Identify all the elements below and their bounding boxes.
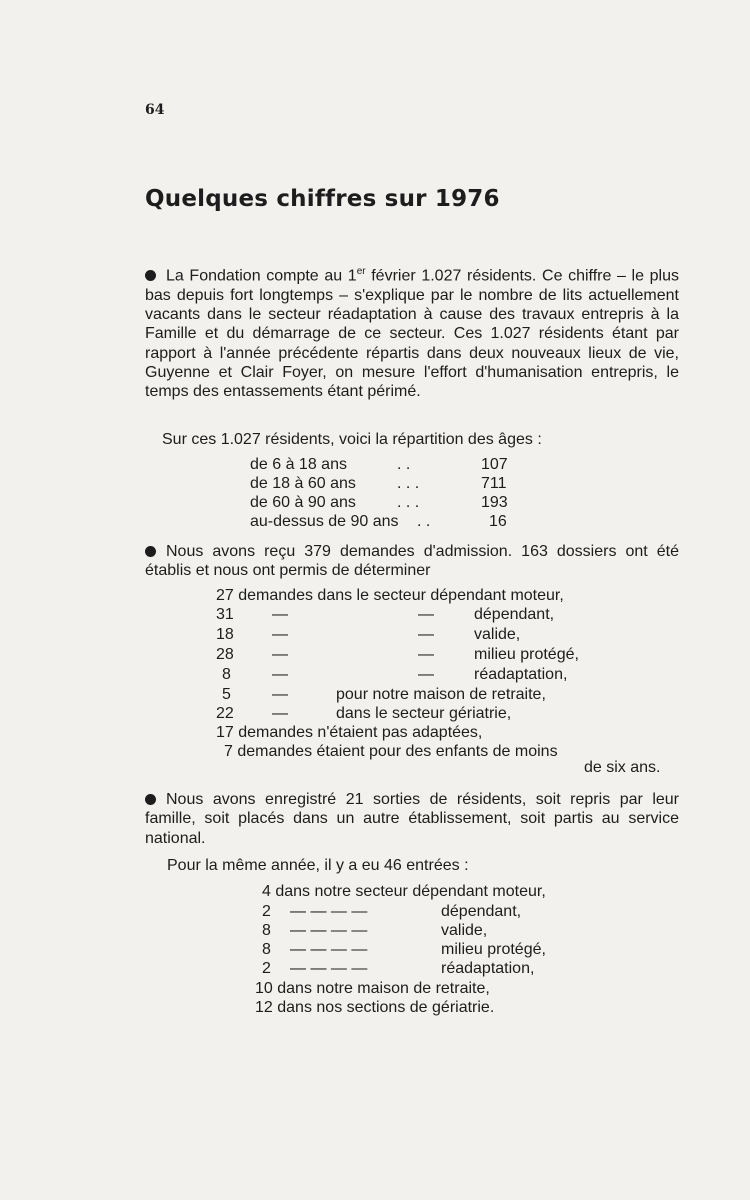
age-row-dots: . . <box>397 456 411 473</box>
demande-num: 31 <box>216 606 234 623</box>
paragraph-fondation: La Fondation compte au 1er février 1.027 résidents. Ce chiffre – le plus bas depuis fort longtemps – s'explique par le nombre de lits actuellement vacants dans le secteur réadaptation à cause des travaux entrepris à la Famille et du démarrage de ce secteur. Ces 1.027 résidents étant par rapport à l'année précédente répartis dans deux nouveaux lieux de vie, Guyenne et Clair Foyer, on mesure l'effort d'humanisation entrepris, le temps des entassements étant périmé. <box>145 266 680 401</box>
demande-dash: — <box>418 606 434 623</box>
entree-text: milieu protégé, <box>441 941 546 958</box>
demande-text: réadaptation, <box>474 666 568 683</box>
entree-dashes: — — — — <box>290 903 368 920</box>
demande-num: 18 <box>216 626 234 643</box>
page-number: 64 <box>145 102 165 118</box>
demande-num: 8 <box>222 666 231 683</box>
demande-text: pour notre maison de retraite, <box>336 686 546 703</box>
demande-num: 28 <box>216 646 234 663</box>
age-row-value: 711 <box>481 475 507 492</box>
demande-dash: — <box>272 666 288 683</box>
entree-num: 2 <box>262 903 271 920</box>
entree-text: valide, <box>441 922 488 939</box>
entree-text: réadaptation, <box>441 960 535 977</box>
paragraph-demandes: Nous avons reçu 379 demandes d'admission. 163 dossiers ont été établis et nous ont permis de déterminer <box>145 543 679 580</box>
entree-row: 12 dans nos sections de gériatrie. <box>255 999 495 1016</box>
entree-num: 8 <box>262 941 271 958</box>
demande-dash: — <box>418 646 434 663</box>
bullet-icon <box>145 546 156 557</box>
demande-text: valide, <box>474 626 521 643</box>
demande-text: dépendant, <box>474 606 555 623</box>
age-row-label: au-dessus de 90 ans <box>250 513 399 530</box>
entree-dashes: — — — — <box>290 960 368 977</box>
demande-text: milieu protégé, <box>474 646 579 663</box>
age-row-value: 193 <box>481 494 508 511</box>
paragraph-sorties: Nous avons enregistré 21 sorties de résidents, soit repris par leur famille, soit placés dans un autre établissement, soit partis au service national. <box>145 791 679 847</box>
demande-row: 27 demandes dans le secteur dépendant moteur, <box>216 587 564 604</box>
bullet-icon <box>145 270 156 281</box>
entree-num: 2 <box>262 960 271 977</box>
bullet-icon <box>145 794 156 805</box>
age-row-dots: . . . <box>397 494 420 511</box>
demande-dash: — <box>272 705 288 722</box>
demande-dash: — <box>418 666 434 683</box>
entree-num: 8 <box>262 922 271 939</box>
age-row-dots: . . <box>417 513 431 530</box>
age-row-value: 16 <box>489 513 507 530</box>
age-row-value: 107 <box>481 456 508 473</box>
demande-num: 22 <box>216 705 234 722</box>
demande-dash: — <box>272 626 288 643</box>
demande-row: 7 demandes étaient pour des enfants de moins <box>224 743 558 760</box>
page-title: Quelques chiffres sur 1976 <box>145 186 500 212</box>
demande-num: 5 <box>222 686 231 703</box>
demande-dash: — <box>272 646 288 663</box>
ages-intro: Sur ces 1.027 résidents, voici la répartition des âges : <box>162 431 542 448</box>
demande-row: 17 demandes n'étaient pas adaptées, <box>216 724 483 741</box>
demande-dash: — <box>418 626 434 643</box>
entree-text: dépendant, <box>441 903 522 920</box>
entree-dashes: — — — — <box>290 922 368 939</box>
age-row-label: de 60 à 90 ans <box>250 494 356 511</box>
demande-dash: — <box>272 606 288 623</box>
age-row-label: de 6 à 18 ans <box>250 456 347 473</box>
entrees-intro: Pour la même année, il y a eu 46 entrées : <box>167 857 469 874</box>
age-row-label: de 18 à 60 ans <box>250 475 356 492</box>
demande-dash: — <box>272 686 288 703</box>
age-row-dots: . . . <box>397 475 420 492</box>
demande-text: dans le secteur gériatrie, <box>336 705 512 722</box>
entree-dashes: — — — — <box>290 941 368 958</box>
entree-row: 10 dans notre maison de retraite, <box>255 980 490 997</box>
demande-continuation: de six ans. <box>584 759 661 776</box>
entree-row: 4 dans notre secteur dépendant moteur, <box>262 883 546 900</box>
